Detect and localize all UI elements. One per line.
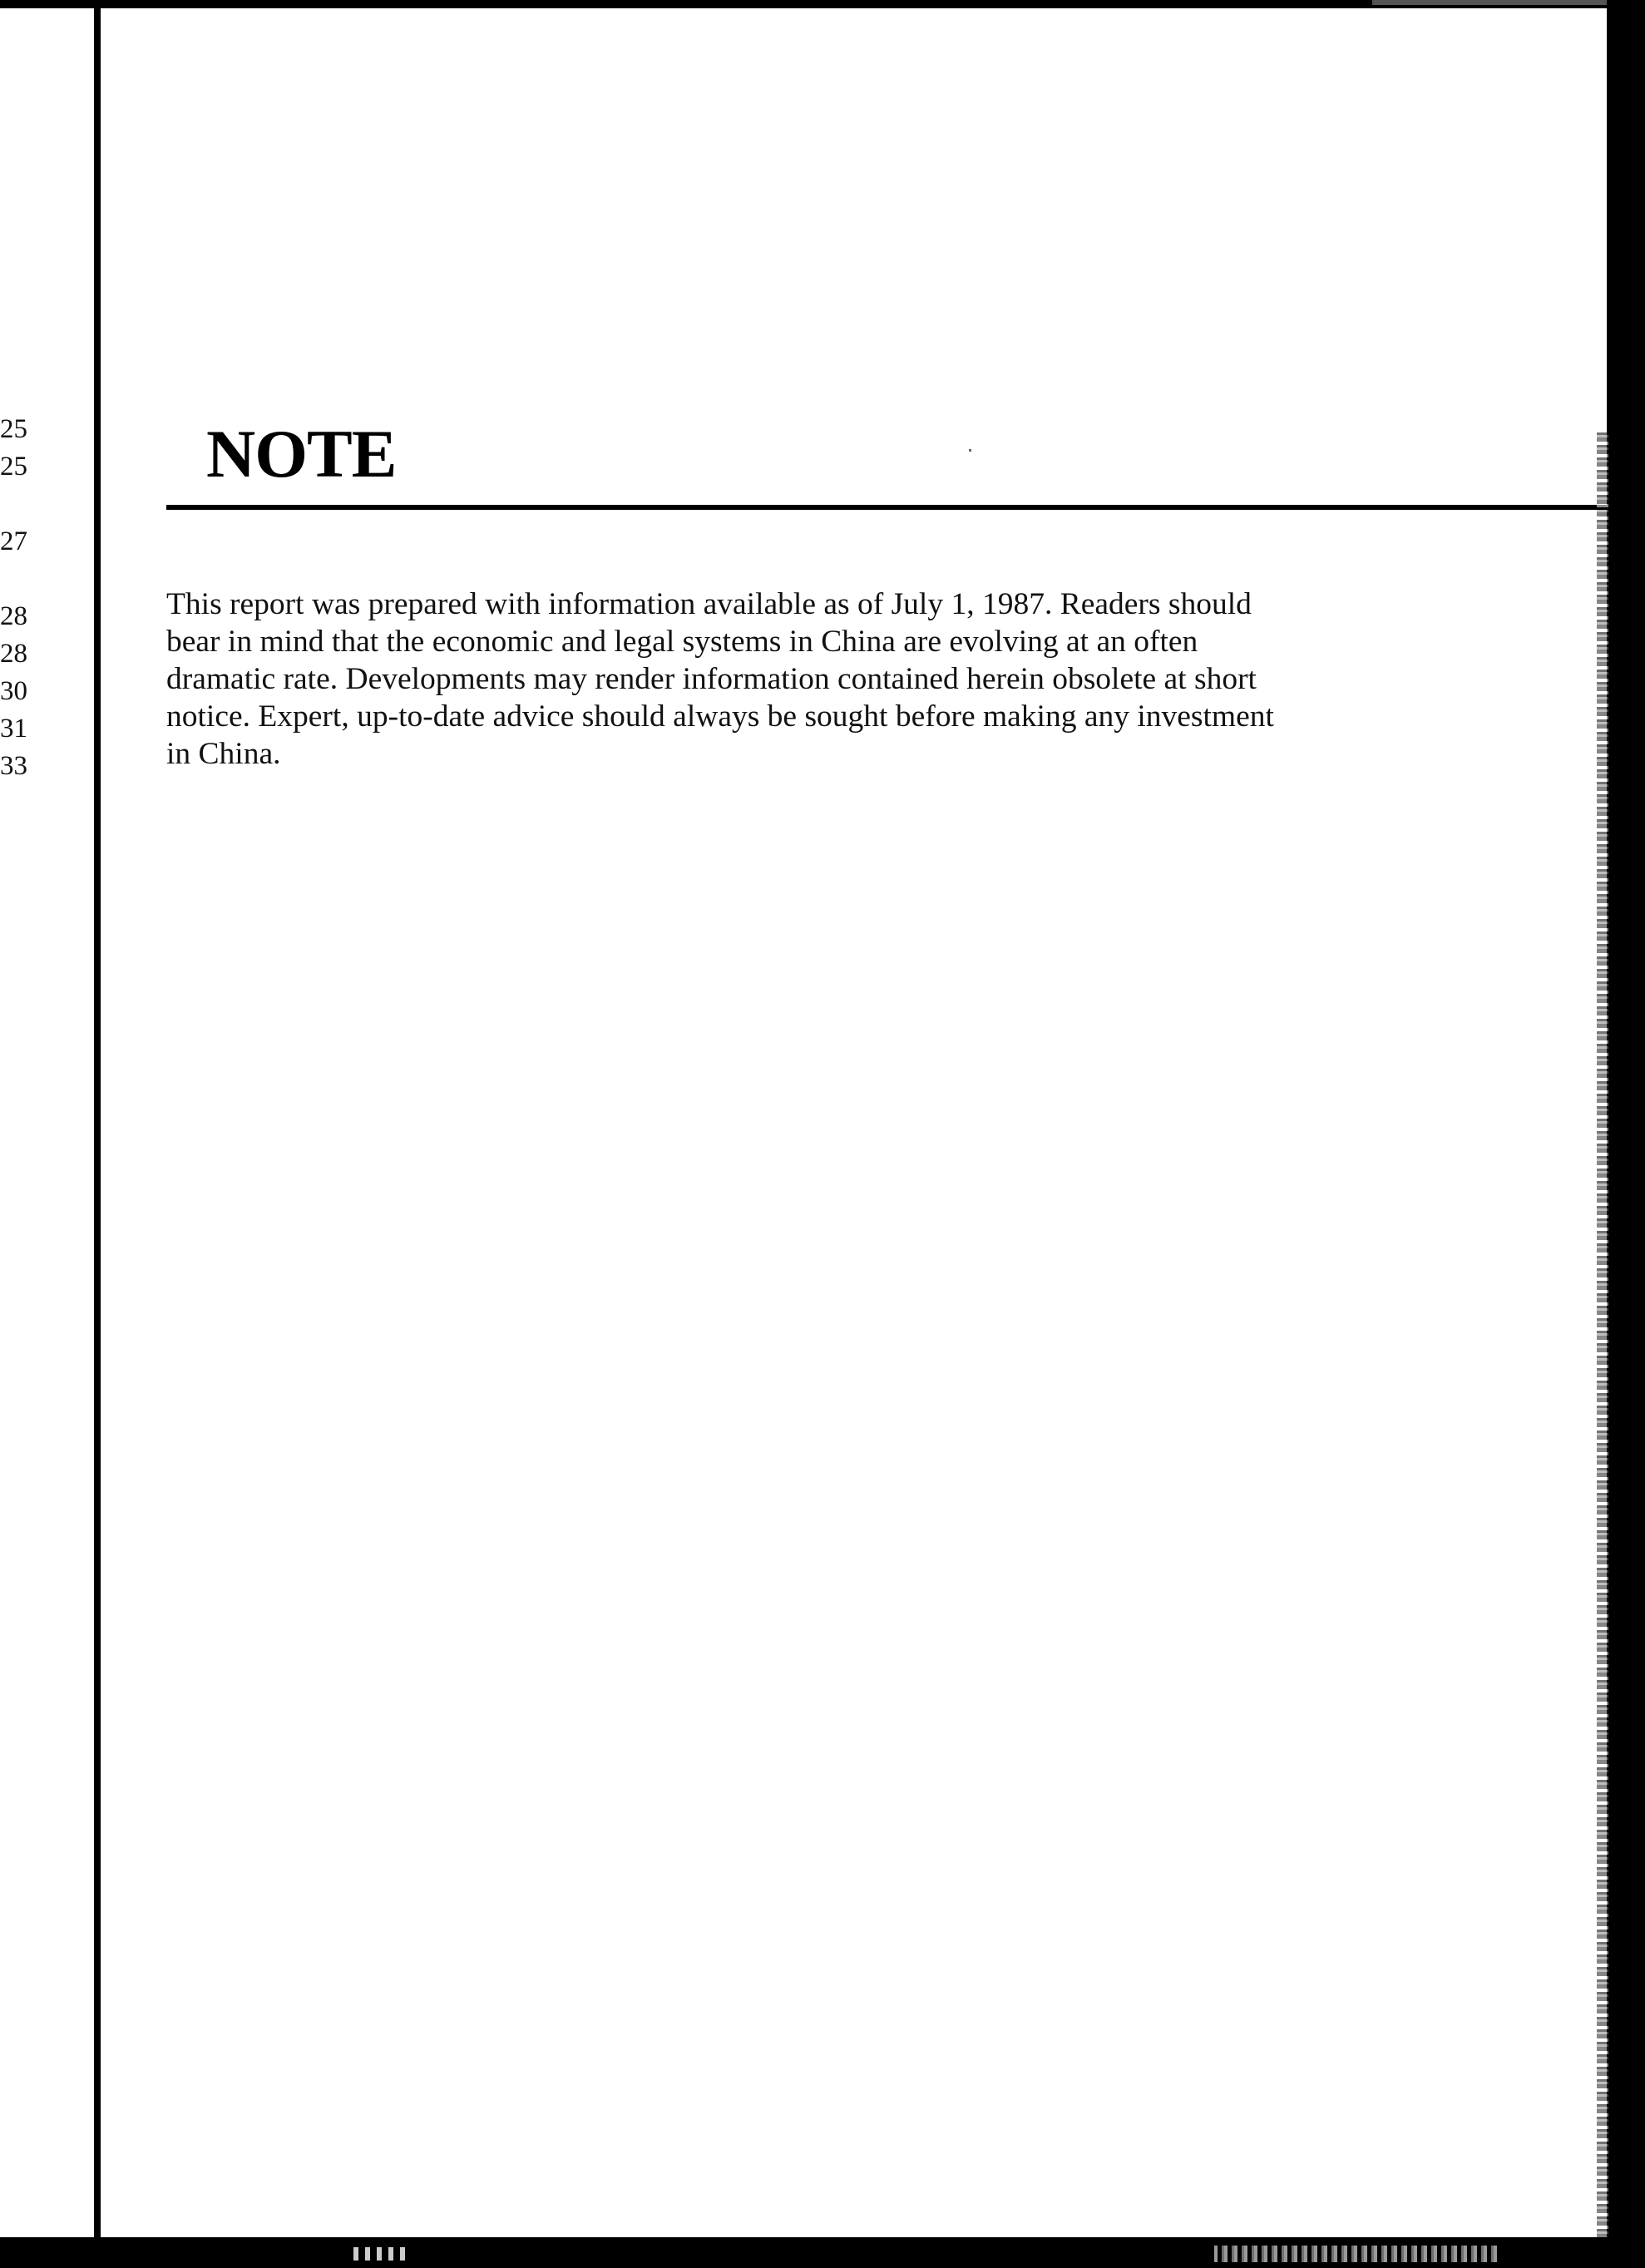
scan-border-bottom-mark: [353, 2247, 412, 2261]
title-rule: [166, 505, 1607, 510]
page-title: NOTE: [206, 416, 397, 492]
page-number: 27: [0, 526, 27, 556]
scan-border-right: [1607, 0, 1645, 2268]
page-number: 28: [0, 639, 27, 669]
page-number: 33: [0, 751, 27, 781]
previous-page-numbers: [0, 411, 50, 785]
page-gutter-edge: [94, 0, 101, 2246]
page-number: 25: [0, 414, 27, 444]
page-number: 31: [0, 714, 27, 744]
paragraph-line: in China.: [166, 737, 281, 771]
paragraph-line: notice. Expert, up-to-date advice should always be sought before making any investment: [166, 699, 1274, 734]
paragraph-line: This report was prepared with information available as of July 1, 1987. Readers should: [166, 587, 1252, 621]
page-number: 25: [0, 452, 27, 482]
scan-border-bottom-noise: [1214, 2246, 1497, 2262]
scan-speck: [969, 449, 971, 452]
paragraph-line: dramatic rate. Developments may render information contained herein obsolete at short: [166, 662, 1257, 696]
scan-border-top-fade: [1372, 0, 1645, 5]
page-number: 30: [0, 676, 27, 706]
scan-border-right-noise: [1597, 432, 1608, 2246]
previous-page-strip: [0, 8, 94, 2237]
page-number: 28: [0, 601, 27, 631]
paragraph-line: bear in mind that the economic and legal systems in China are evolving at an often: [166, 625, 1198, 659]
note-paragraph: [166, 586, 1497, 773]
